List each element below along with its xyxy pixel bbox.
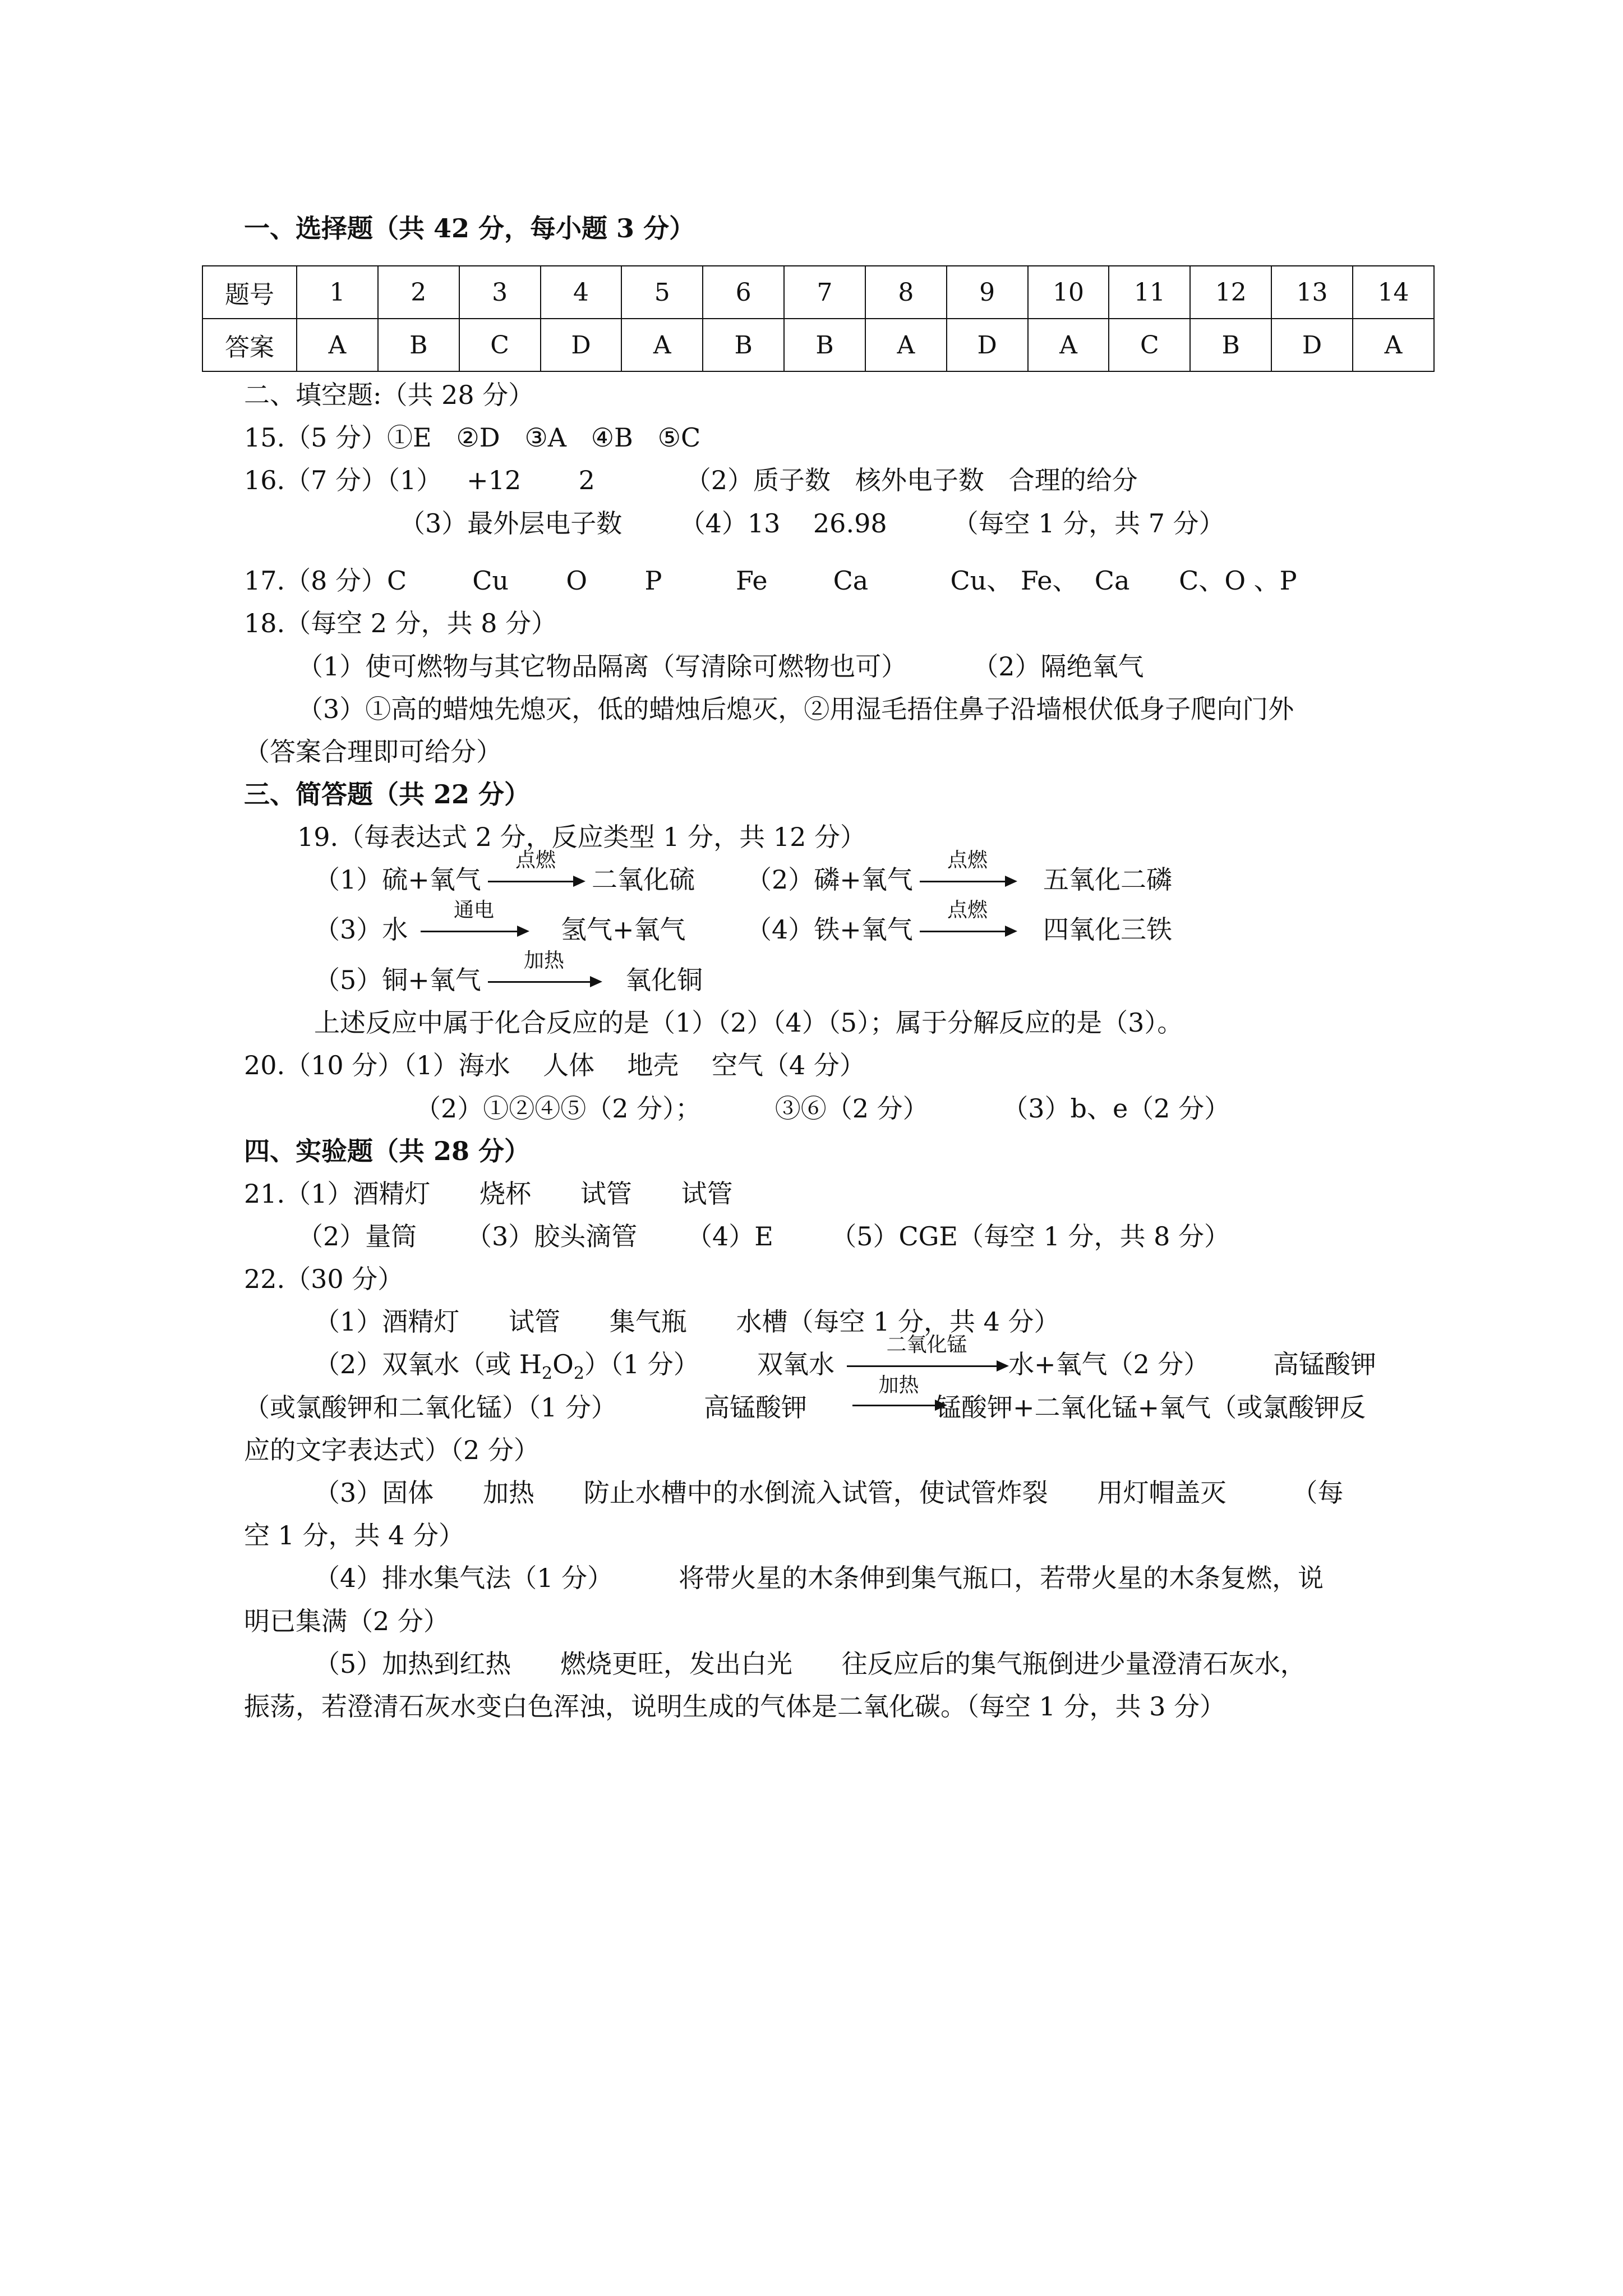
table-cell: B [1190,319,1271,371]
table-cell: 8 [865,266,947,319]
table-cell: 6 [703,266,784,319]
table-cell: C [459,319,541,371]
reaction-2-condition: 点燃 [947,849,988,872]
reaction-1-arrow [488,881,583,882]
q18-part3: （3）①高的蜡烛先熄灭，低的蜡烛后熄灭，②用湿毛捂住鼻子沿墙根伏低身子爬向门外 [297,694,1294,724]
q22-part3-line2: 空 1 分，共 4 分） [244,1520,465,1550]
reaction-2-products: 五氧化二磷 [1043,864,1172,895]
q22-catalyst-condition: 二氧化锰 [886,1333,967,1356]
q22-part2-line2: （或氯酸钾和二氧化锰）（1 分） [244,1392,617,1423]
reaction-3-condition: 通电 [453,899,494,922]
reaction-1-reactants: （1）硫+氧气 [314,864,481,895]
q22-part5-line1: （5）加热到红热 燃烧更旺，发出白光 往反应后的集气瓶倒进少量澄清石灰水， [314,1649,1306,1679]
table-cell: 12 [1190,266,1271,319]
reaction-3-arrow [421,931,527,932]
q18-note: （答案合理即可给分） [244,737,502,767]
table-cell: 1 [297,266,378,319]
table-cell: B [378,319,459,371]
reaction-1-products: 二氧化硫 [592,864,695,895]
section-3-title: 三、简答题（共 22 分） [244,779,531,809]
q19-summary: 上述反应中属于化合反应的是（1）（2）（4）（5）；属于分解反应的是（3）。 [314,1007,1183,1038]
table-row-answers [202,319,1434,371]
reaction-5-products: 氧化铜 [625,965,703,995]
reaction-4-reactants: （4）铁+氧气 [746,914,913,945]
q22-part5-line2: 振荡，若澄清石灰水变白色浑浊，说明生成的气体是二氧化碳。（每空 1 分，共 3 分） [244,1691,1226,1722]
table-row-numbers [202,266,1434,319]
q22-permanganate-label: 高锰酸钾 [1273,1349,1376,1379]
table-cell: A [297,319,378,371]
q15-answer: 15.（5 分）①E ②D ③A ④B ⑤C [244,422,701,453]
table-cell: 14 [1353,266,1434,319]
table-cell: 7 [784,266,865,319]
table-cell: A [621,319,703,371]
q20-answer-line2: （2）①②④⑤（2 分）； ③⑥（2 分） （3）b、e（2 分） [415,1093,1230,1124]
reaction-2-reactants: （2）磷+氧气 [746,864,913,895]
table-cell: B [703,319,784,371]
q19-header: 19.（每表达式 2 分，反应类型 1 分，共 12 分） [297,822,866,852]
table-cell: 3 [459,266,541,319]
q20-answer-line1: 20.（10 分）（1）海水 人体 地壳 空气（4 分） [244,1050,865,1080]
reaction-1-condition: 点燃 [515,849,556,872]
q22-hydrogen-peroxide-reactant: 双氧水 [757,1349,834,1379]
q22-part1: （1）酒精灯 试管 集气瓶 水槽（每空 1 分，共 4 分） [314,1306,1060,1337]
table-cell: A [1353,319,1434,371]
section-2-title: 二、填空题:（共 28 分） [244,380,534,410]
table-cell: D [541,319,622,371]
q22-reaction-arrow-2 [852,1405,945,1406]
table-cell: A [1028,319,1109,371]
reaction-5-condition: 加热 [523,949,564,972]
q22-permanganate-products: 锰酸钾+二氧化锰+氧气（或氯酸钾反 [935,1392,1366,1423]
table-cell: B [784,319,865,371]
table-cell: 9 [947,266,1028,319]
table-cell: 11 [1109,266,1190,319]
q22-part2-line3: 应的文字表达式）（2 分） [244,1435,540,1465]
reaction-3-reactants: （3）水 [314,914,408,945]
q22-part4-line2: 明已集满（2 分） [244,1606,449,1636]
section-1-title: 一、选择题（共 42 分，每小题 3 分） [244,213,695,243]
reaction-4-arrow [920,931,1015,932]
table-cell: 5 [621,266,703,319]
table-header-answer: 答案 [202,319,297,371]
reaction-5-arrow [488,981,600,983]
q22-header: 22.（30 分） [244,1264,404,1294]
table-cell: D [947,319,1028,371]
table-cell: D [1271,319,1353,371]
q21-answer-line1: 21.（1）酒精灯 烧杯 试管 试管 [244,1179,733,1209]
q22-hydrogen-peroxide-products: 水+氧气（2 分） [1008,1349,1210,1379]
q22-part2-line1: （2）双氧水（或 $H_2O_2)(1$ 分） [314,1349,699,1384]
answer-table [202,265,1435,372]
table-cell: 10 [1028,266,1109,319]
q22-part3-line1: （3）固体 加热 防止水槽中的水倒流入试管，使试管炸裂 用灯帽盖灭 （每 [314,1478,1344,1508]
table-cell: A [865,319,947,371]
q21-answer-line2: （2）量筒 （3）胶头滴管 （4）E （5）CGE（每空 1 分，共 8 分） [297,1221,1230,1251]
reaction-2-arrow [920,881,1015,882]
q22-reaction-arrow-1 [847,1365,1007,1367]
section-4-title: 四、实验题（共 28 分） [244,1136,531,1166]
table-cell: 4 [541,266,622,319]
q16-answer-line2: （3）最外层电子数 （4）13 26.98 （每空 1 分，共 7 分） [399,508,1225,539]
reaction-3-products: 氢气+氧气 [561,914,686,945]
reaction-4-products: 四氧化三铁 [1043,914,1172,945]
q22-part4-line1: （4）排水集气法（1 分） 将带火星的木条伸到集气瓶口，若带火星的木条复燃，说 [314,1563,1324,1593]
reaction-4-condition: 点燃 [947,899,988,922]
q22-heating-condition: 加热 [878,1374,919,1397]
q17-answer: 17.（8 分）C Cu O P Fe Ca Cu、 Fe、 Ca C、O 、P [244,565,1297,596]
table-header-number: 题号 [202,266,297,319]
q16-answer-line1: 16.（7 分）（1） +12 2 （2）质子数 核外电子数 合理的给分 [244,465,1138,495]
table-cell: 2 [378,266,459,319]
reaction-5-reactants: （5）铜+氧气 [314,965,481,995]
q22-permanganate-reactant: 高锰酸钾 [704,1392,807,1423]
q18-part1: （1）使可燃物与其它物品隔离（写清除可燃物也可） （2）隔绝氧气 [297,651,1144,682]
table-cell: C [1109,319,1190,371]
q18-header: 18.（每空 2 分，共 8 分） [244,608,557,638]
table-cell: 13 [1271,266,1353,319]
